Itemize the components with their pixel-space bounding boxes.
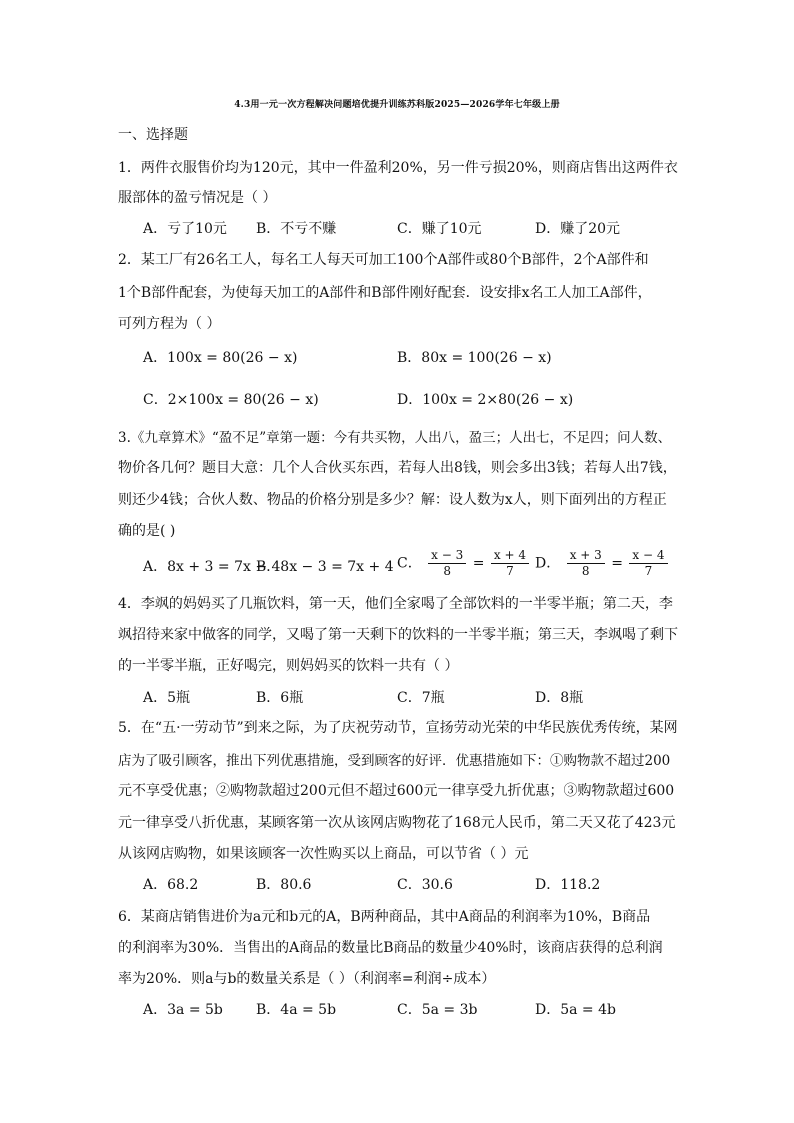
q3-stem-line4: 确的是( ) — [118, 523, 176, 539]
q6-option-b: B．4a = 5b — [256, 1002, 337, 1018]
q5-option-d: D．118.2 — [535, 877, 601, 893]
q4-stem-line1: 4．李飒的妈妈买了几瓶饮料，第一天，他们全家喝了全部饮料的一半零半瓶；第二天，李 — [118, 596, 673, 612]
q3-stem-line2: 物价各几何？题目大意：几个人合伙买东西，若每人出8钱，则会多出3钱；若每人出7钱， — [118, 460, 677, 476]
q5-option-c: C．30.6 — [397, 877, 453, 893]
q3-option-c-fraction-left: $\frac{x - 3}{8}$ — [428, 548, 466, 579]
q6-stem-line1: 6．某商店销售进价为a元和b元的A，B两种商品，其中A商品的利润率为10%，B商品 — [118, 909, 651, 925]
q4-option-b: B．6瓶 — [256, 690, 304, 706]
q1-option-c: C．赚了10元 — [397, 221, 482, 237]
q2-stem-line1: 2．某工厂有26名工人，每名工人每天可加工100个A部件或80个B部件，2个A部件和 — [118, 252, 649, 268]
q6-option-d: D．5a = 4b — [535, 1002, 616, 1018]
q3-stem-line1: 3.《九章算术》“盈不足”章第一题：今有共买物，人出八，盈三；人出七，不足四；问人数、 — [118, 430, 672, 446]
q2-stem-line2: 1个B部件配套，为使每天加工的A部件和B部件刚好配套．设安排x名工人加工A部件， — [118, 285, 652, 301]
q3-stem-line3: 则还少4钱；合伙人数、物品的价格分别是多少？解：设人数为x人，则下面列出的方程正 — [118, 492, 667, 508]
q3-option-d-equals: = — [611, 555, 623, 572]
q3-option-c-fraction-right: $\frac{x + 4}{7}$ — [491, 548, 529, 579]
q3-option-d — [535, 548, 670, 579]
q4-stem-line3: 的一半零半瓶，正好喝完，则妈妈买的饮料一共有（ ） — [118, 658, 459, 674]
q1-stem-line1: 1．两件衣服售价均为120元，其中一件盈利20%，另一件亏损20%，则商店售出这两件衣 — [118, 160, 678, 176]
q6-stem-line2: 的利润率为30%．当售出的A商品的数量比B商品的数量少40%时，该商店获得的总利润 — [118, 940, 663, 956]
q6-option-a: A．3a = 5b — [143, 1002, 223, 1018]
q6-stem-line3: 率为20%．则a与b的数量关系是（ ）（利润率=利润÷成本） — [118, 971, 496, 987]
q6-option-c: C．5a = 3b — [397, 1002, 478, 1018]
q2-option-d: D．100x = 2×80(26 − x) — [397, 392, 574, 408]
q5-stem-line5: 从该网店购物，如果该顾客一次性购买以上商品，可以节省（ ）元 — [118, 846, 529, 862]
q4-option-c: C．7瓶 — [397, 690, 445, 706]
q2-option-c: C．2×100x = 80(26 − x) — [143, 392, 319, 408]
q1-stem-line2: 服部体的盈亏情况是（ ） — [118, 190, 277, 206]
q2-stem-line3: 可列方程为（ ） — [118, 316, 221, 332]
q3-option-a: A．8x + 3 = 7x − 4 — [143, 559, 281, 575]
q3-option-c-label: C． — [397, 555, 422, 572]
q3-option-d-fraction-left: $\frac{x + 3}{8}$ — [567, 548, 605, 579]
q5-stem-line4: 元一律享受八折优惠，某顾客第一次从该网店购物花了168元人民币，第二天又花了423元 — [118, 815, 676, 831]
q5-stem-line2: 店为了吸引顾客，推出下列优惠措施，受到顾客的好评．优惠措施如下：①购物款不超过200 — [118, 753, 671, 769]
q5-option-b: B．80.6 — [256, 877, 312, 893]
q2-option-a: A．100x = 80(26 − x) — [143, 350, 298, 366]
q3-option-c-equals: = — [472, 555, 485, 572]
q5-stem-line3: 元不享受优惠；②购物款超过200元但不超过600元一律享受九折优惠；③购物款超过600 — [118, 783, 675, 799]
q3-option-b: B．8x − 3 = 7x + 4 — [256, 559, 394, 575]
q4-option-a: A．5瓶 — [143, 690, 191, 706]
q4-option-d: D．8瓶 — [535, 690, 584, 706]
q1-option-d: D．赚了20元 — [535, 221, 621, 237]
section-heading: 一、选择题 — [118, 127, 188, 143]
q3-option-d-label: D． — [535, 555, 561, 572]
q3-option-c — [397, 548, 531, 579]
q3-option-d-fraction-right: $\frac{x - 4}{7}$ — [629, 548, 667, 579]
q1-option-a: A．亏了10元 — [143, 221, 227, 237]
q1-option-b: B．不亏不赚 — [256, 221, 337, 237]
q4-stem-line2: 飒招待来家中做客的同学，又喝了第一天剩下的饮料的一半零半瓶；第三天，李飒喝了剩下 — [118, 627, 678, 643]
q2-option-b: B．80x = 100(26 − x) — [397, 350, 552, 366]
q5-stem-line1: 5．在“五·一劳动节”到来之际，为了庆祝劳动节，宣扬劳动光荣的中华民族优秀传统，某网 — [118, 720, 678, 736]
q5-option-a: A．68.2 — [143, 877, 199, 893]
page-title: 4.3用一元一次方程解决问题培优提升训练苏科版2025—2026学年七年级上册 — [234, 100, 560, 110]
